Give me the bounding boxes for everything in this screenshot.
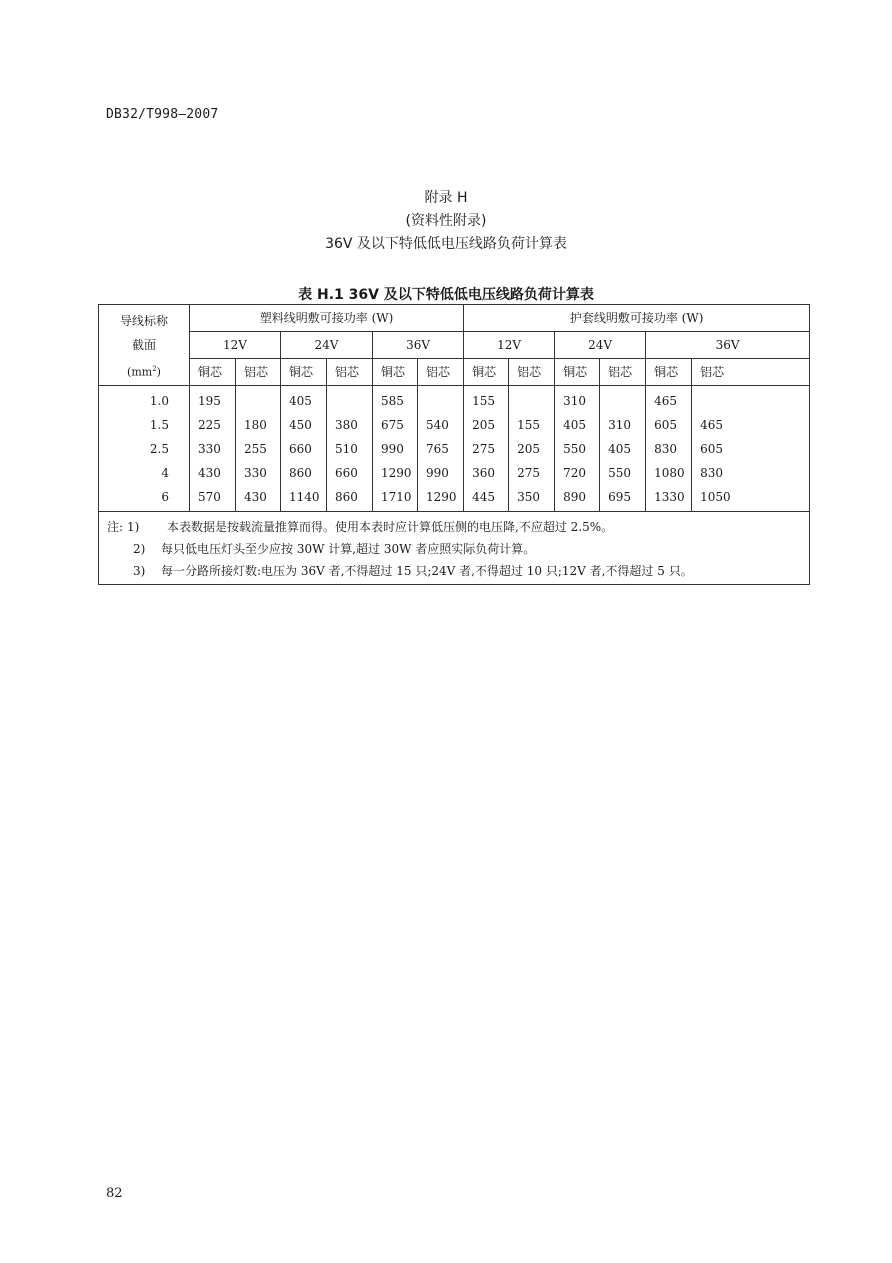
value-cell: 990	[373, 437, 418, 461]
row-header-line2: 截面	[131, 338, 156, 352]
value-cell	[509, 385, 555, 413]
appendix-heading: 36V 及以下特低低电压线路负荷计算表	[325, 236, 567, 252]
value-cell: 765	[418, 437, 464, 461]
material-header: 铜芯	[464, 358, 509, 385]
table-row	[99, 413, 810, 437]
value-cell: 1050	[692, 485, 810, 512]
value-cell: 860	[327, 485, 373, 512]
section-cell: 6	[99, 485, 190, 512]
value-cell: 330	[236, 461, 281, 485]
value-cell: 605	[692, 437, 810, 461]
note-text: 本表数据是按载流量推算而得。使用本表时应计算低压侧的电压降,不应超过 2.5%。	[167, 519, 614, 534]
voltage-header: 24V	[281, 331, 373, 358]
voltage-header: 24V	[555, 331, 646, 358]
value-cell: 1290	[418, 485, 464, 512]
note-text: 每一分路所接灯数:电压为 36V 者,不得超过 15 只;24V 者,不得超过 10 只;12V 者,不得超过 5 只。	[161, 563, 693, 578]
value-cell	[327, 385, 373, 413]
material-header: 铝芯	[692, 358, 810, 385]
section-cell: 1.0	[99, 385, 190, 413]
value-cell: 275	[509, 461, 555, 485]
value-cell: 660	[327, 461, 373, 485]
material-header: 铝芯	[418, 358, 464, 385]
note-number: 3)	[133, 563, 146, 578]
appendix-title: 附录 H	[424, 190, 468, 206]
value-cell: 225	[190, 413, 236, 437]
material-header: 铝芯	[236, 358, 281, 385]
value-cell: 255	[236, 437, 281, 461]
value-cell	[692, 385, 810, 413]
value-cell	[600, 385, 646, 413]
notes-row	[99, 511, 810, 584]
note-prefix: 注:	[107, 519, 124, 534]
standard-code: DB32/T998—2007	[106, 107, 219, 122]
value-cell: 350	[509, 485, 555, 512]
material-header: 铜芯	[281, 358, 327, 385]
header-row-groups	[99, 305, 810, 332]
note-text: 每只低电压灯头至少应按 30W 计算,超过 30W 者应照实际负荷计算。	[161, 541, 536, 556]
value-cell: 330	[190, 437, 236, 461]
value-cell: 405	[281, 385, 327, 413]
value-cell: 180	[236, 413, 281, 437]
value-cell: 465	[646, 385, 692, 413]
value-cell: 990	[418, 461, 464, 485]
group-header-sheathed: 护套线明敷可接功率 (W)	[464, 305, 810, 332]
value-cell: 195	[190, 385, 236, 413]
value-cell: 450	[281, 413, 327, 437]
value-cell: 430	[236, 485, 281, 512]
value-cell: 275	[464, 437, 509, 461]
value-cell: 205	[464, 413, 509, 437]
group-header-plastic: 塑料线明敷可接功率 (W)	[190, 305, 464, 332]
section-cell: 4	[99, 461, 190, 485]
value-cell: 155	[464, 385, 509, 413]
section-cell: 1.5	[99, 413, 190, 437]
note-number: 2)	[133, 541, 146, 556]
value-cell: 405	[555, 413, 600, 437]
value-cell: 830	[692, 461, 810, 485]
value-cell: 570	[190, 485, 236, 512]
note-item	[107, 516, 809, 538]
value-cell: 890	[555, 485, 600, 512]
table-row	[99, 385, 810, 413]
material-header: 铝芯	[509, 358, 555, 385]
value-cell: 1290	[373, 461, 418, 485]
value-cell: 720	[555, 461, 600, 485]
value-cell: 695	[600, 485, 646, 512]
value-cell	[418, 385, 464, 413]
value-cell: 605	[646, 413, 692, 437]
material-header: 铝芯	[327, 358, 373, 385]
appendix-heading-block	[0, 187, 892, 256]
value-cell: 1140	[281, 485, 327, 512]
table-row	[99, 485, 810, 512]
table-caption: 表 H.1 36V 及以下特低低电压线路负荷计算表	[298, 287, 594, 303]
value-cell: 155	[509, 413, 555, 437]
header-row-materials	[99, 358, 810, 385]
value-cell: 660	[281, 437, 327, 461]
page-number: 82	[106, 1186, 123, 1201]
load-calculation-table	[98, 304, 810, 585]
note-item	[107, 560, 809, 582]
value-cell: 465	[692, 413, 810, 437]
value-cell: 380	[327, 413, 373, 437]
note-item	[107, 538, 809, 560]
voltage-header: 36V	[373, 331, 464, 358]
value-cell: 1710	[373, 485, 418, 512]
notes-cell	[99, 511, 810, 584]
material-header: 铜芯	[190, 358, 236, 385]
note-number: 1)	[127, 519, 140, 534]
material-header: 铜芯	[555, 358, 600, 385]
value-cell: 550	[555, 437, 600, 461]
value-cell: 550	[600, 461, 646, 485]
value-cell: 310	[600, 413, 646, 437]
value-cell: 540	[418, 413, 464, 437]
value-cell: 445	[464, 485, 509, 512]
value-cell: 310	[555, 385, 600, 413]
table-row	[99, 437, 810, 461]
value-cell: 675	[373, 413, 418, 437]
voltage-header: 12V	[190, 331, 281, 358]
voltage-header: 36V	[646, 331, 810, 358]
row-header-line1: 导线标称	[119, 314, 168, 328]
table-row	[99, 461, 810, 485]
value-cell: 830	[646, 437, 692, 461]
row-header-unit: $(mm^2)$	[127, 365, 161, 379]
header-row-voltages	[99, 331, 810, 358]
material-header: 铜芯	[646, 358, 692, 385]
value-cell: 585	[373, 385, 418, 413]
value-cell: 360	[464, 461, 509, 485]
value-cell: 205	[509, 437, 555, 461]
value-cell: 1080	[646, 461, 692, 485]
value-cell: 860	[281, 461, 327, 485]
value-cell: 430	[190, 461, 236, 485]
voltage-header: 12V	[464, 331, 555, 358]
value-cell: 1330	[646, 485, 692, 512]
value-cell	[236, 385, 281, 413]
value-cell: 405	[600, 437, 646, 461]
appendix-subtitle: (资料性附录)	[405, 213, 487, 229]
section-cell: 2.5	[99, 437, 190, 461]
row-header-cell	[99, 305, 190, 386]
value-cell: 510	[327, 437, 373, 461]
material-header: 铜芯	[373, 358, 418, 385]
material-header: 铝芯	[600, 358, 646, 385]
